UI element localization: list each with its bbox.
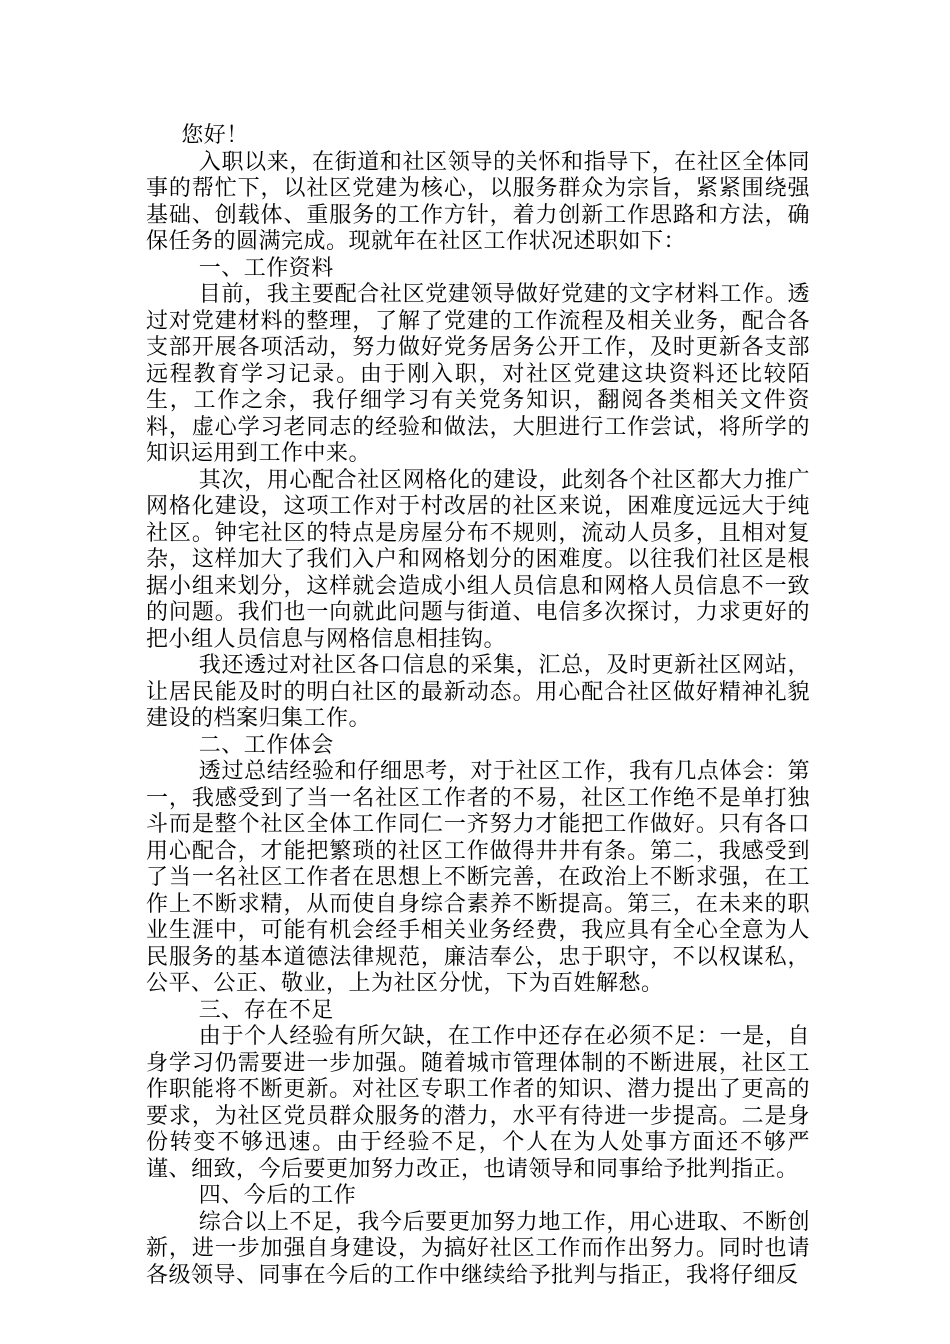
section-heading-work-content: 一、工作资料 [198,255,334,281]
future-work-paragraph: 综合以上不足，我今后要更加努力地工作，用心进取、不断创新，进一步加强自身建设，为搞好社区工作而作出努力。同时也请各级领导、同事在今后的工作中继续给予批判与指正，我将仔细反 [146,1209,810,1288]
work-experience-paragraph: 透过总结经验和仔细思考，对于社区工作，我有几点体会：第一，我感受到了当一名社区工作者的不易，社区工作绝不是单打独斗而是整个社区全体工作同仁一齐努力才能把工作做好。只有各口用心配合，才能把繁琐的社区工作做得井井有条。第二，我感受到了当一名社区工作者在思想上不断完善，在政治上不断求强，在工作上不断求精，从而使自身综合素养不断提高。第三，在未来的职业生涯中，可能有机会经手相关业务经费，我应具有全心全意为人民服务的基本道德法律规范，廉洁奉公，忠于职守，不以权谋私，公平、公正、敬业，上为社区分忧，下为百姓解愁。 [146,759,810,996]
document-body [146,123,810,1289]
intro-paragraph: 入职以来，在街道和社区领导的关怀和指导下，在社区全体同事的帮忙下，以社区党建为核心，以服务群众为宗旨，紧紧围绕强基础、创载体、重服务的工作方针，着力创新工作思路和方法，确保任务的圆满完成。现就年在社区工作状况述职如下： [146,149,810,254]
salutation: 您好！ [181,123,249,148]
work-content-paragraph-2: 其次，用心配合社区网格化的建设，此刻各个社区都大力推广网格化建设，这项工作对于村改居的社区来说，困难度远远大于纯社区。钟宅社区的特点是房屋分布不规则，流动人员多，且相对复杂，这样加大了我们入户和网格划分的困难度。以往我们社区是根据小组来划分，这样就会造成小组人员信息和网格人员信息不一致的问题。我们也一向就此问题与街道、电信多次探讨，力求更好的把小组人员信息与网格信息相挂钩。 [146,467,810,652]
shortcomings-paragraph: 由于个人经验有所欠缺，在工作中还存在必须不足：一是，自身学习仍需要进一步加强。随着城市管理体制的不断进展，社区工作职能将不断更新。对社区专职工作者的知识、潜力提出了更高的要求，为社区党员群众服务的潜力，水平有待进一步提高。二是身份转变不够迅速。由于经验不足，个人在为人处事方面还不够严谨、细致，今后要更加努力改正，也请领导和同事给予批判指正。 [146,1024,810,1182]
work-content-paragraph-1: 目前，我主要配合社区党建领导做好党建的文字材料工作。透过对党建材料的整理，了解了党建的工作流程及相关业务，配合各支部开展各项活动，努力做好党务居务公开工作，及时更新各支部远程教育学习记录。由于刚入职，对社区党建这块资料还比较陌生，工作之余，我仔细学习有关党务知识，翻阅各类相关文件资料，虚心学习老同志的经验和做法，大胆进行工作尝试，将所学的知识运用到工作中来。 [146,282,810,466]
section-heading-shortcomings: 三、存在不足 [198,997,334,1023]
section-heading-future-work: 四、今后的工作 [198,1183,357,1208]
work-content-paragraph-3: 我还透过对社区各口信息的采集，汇总，及时更新社区网站，让居民能及时的明白社区的最新动态。用心配合社区做好精神礼貌建设的档案归集工作。 [146,653,810,731]
section-heading-work-experience: 二、工作体会 [198,732,334,758]
